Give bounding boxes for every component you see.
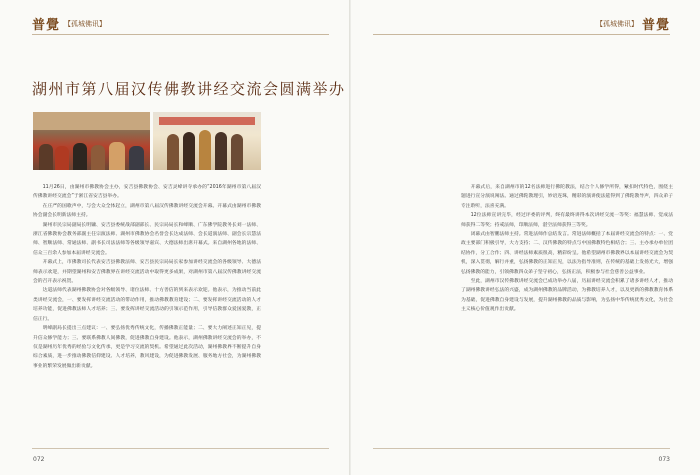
paragraph: 开幕式上，市佛教司长代表安吉县佛教法师、安吉县民宗局局长家参加讲经交流会的各级领导、大德法师表示欢迎，并期望湖州和安吉佛教界在讲经交流活动中取得更多成果，对湖州市第八届汉传佛教讲经交流会的召开表示祝贺。 bbox=[33, 260, 261, 285]
paragraph: 12位法师宣讲完毕，经过评委的评判，终有最终讲得本次讲经交流一等奖：福慧法师、觉成法师获得二等奖；持戒法师，印顺法师，湛空法师获得三等奖。 bbox=[461, 213, 673, 228]
photo-figure bbox=[91, 145, 105, 170]
left-body-text bbox=[33, 183, 261, 371]
paragraph: 11月26日，由湖州市佛教协会主办，安吉县佛教协会、安吉灵峰讲寺承办的“2016年湖州市第八届汉传佛教讲经交流会”于浙江省安吉县举办。 bbox=[33, 185, 261, 200]
photo-figure bbox=[199, 130, 211, 170]
footer-rule bbox=[373, 448, 670, 449]
photo-backdrop bbox=[33, 112, 150, 130]
paragraph: 至此，湖州市汉传佛教讲经交流会已成功举办八届，历届讲经交流会积累了诸多讲经人才，推动了湖州佛教讲经弘法的兴盛，成为湖州佛教的品牌活动，为佛教培养人才，以及更新的佛教教育体系为基础，促进佛教自身建设与发展，提升湖州佛教的品质与影响，为弘扬中华传统优秀文化，为社会主义核心价值观作出贡献。 bbox=[461, 279, 673, 313]
header-rule bbox=[373, 34, 670, 35]
photo-figure bbox=[39, 144, 53, 170]
paragraph: 在庄严的国歌声中，与会大众全体起立，湖州市第八届汉传佛教讲经交流会开幕。开幕式由湖州市佛教协会副会长明新法师主持。 bbox=[33, 203, 261, 219]
photo-figure bbox=[129, 146, 144, 170]
photo-figure bbox=[167, 134, 179, 170]
paragraph: 达道法师代表湖州佛教协会对各级领导、诸位法师、十方善信的到来表示欢迎。他表示，为推动当前此类讲经交流会，一、要发挥讲经交流活动的带动作用，推动佛教教育建设；二、要发挥讲经交流活动的人才培养功能，促进佛教法师人才培养；三、要发挥讲经交流活动的引领示范作用，引导信教群众爱国爱教，正信正行。 bbox=[33, 288, 261, 322]
photo-figure bbox=[109, 142, 125, 170]
photo-figure bbox=[55, 146, 69, 170]
left-page bbox=[0, 0, 349, 475]
section-tag: 【孤城佛讯】 bbox=[595, 19, 638, 28]
page-number: 073 bbox=[658, 456, 670, 463]
paragraph: 开幕式后，来自湖州市的12名法师进行佛陀教法，结合个人修学所得，紧扣时代特色，围绕主题进行宣分演说阐法。通过佛陀教理引，妙语连珠，精彩的演讲使法筵得到了佛陀教导声，四众弟子专注聆听，法喜充满。 bbox=[461, 185, 673, 209]
footer-rule bbox=[32, 448, 329, 449]
right-body-text bbox=[461, 183, 673, 315]
right-header bbox=[592, 14, 670, 33]
publication-logo: 普覺 bbox=[32, 18, 61, 33]
header-rule bbox=[32, 34, 329, 35]
paragraph: 湖州市民宗局副局长明镛、安吉县委统战部副部长、民宗局局长和峰顺、广东佛学院教务长刘一法师、浙江省佛教协会教务部副主任宗演法师、湖州市佛教协会名誉会长达成法师、会长道演法师、副会长宗慧法师、智顺法师、常通法师、副书长司法法师等各级领导嘉宾、大德法师出席开幕式。来自湖州各地的法师、信众三百余人参加本届讲经交流会。 bbox=[33, 222, 261, 256]
paragraph: 闭幕式由智鹏法师主持。常进法师作总结发言。常进法师概括了本届讲经交流会的特点：一、党政主要部门积极引导，大力支持；二、汉传佛教的特点与中国佛教特色相结合；三、主办承办单位团结协作，分工合作；四、讲经法师素质很高，精彩纷呈。他希望湖州市佛教界以本届讲经交流会为契机，深入贯彻，解行并重，弘扬佛教的正知正见，以法为指导准则，在传统的基础上发扬光大，增强弘扬佛教的能力，引领佛教四众弟子坚守初心，弘扬正法，积极参与社会慈善公益事业。 bbox=[461, 232, 673, 275]
section-tag: 【孤城佛讯】 bbox=[64, 19, 107, 28]
photo-figure bbox=[73, 143, 87, 170]
paragraph: 明峰副局长提出三点建议：一、要弘扬优秀传统文化，传播佛教正能量；二、要大力阐述正知正见，提升信众修学能力；三、要联系佛教人间佛教，促进佛教自身建设。他表示，湖州佛教讲经交流会的举办，不仅是湖州历年优秀的经验与文化传承，更是学习交流的契机。希望通过此次活动，湖州佛教界不断提升自身综合素质，进一步推动佛教信仰建设、人才培养，教风建设，为促进佛教发展、服务地方社会，为湖州佛教事业的繁荣发展做出新贡献。 bbox=[33, 326, 261, 369]
photo-figure bbox=[231, 134, 243, 170]
photo-figure bbox=[183, 132, 195, 170]
photo-figure bbox=[215, 132, 227, 170]
article-title: 湖州市第八届汉传佛教讲经交流会圆满举办 bbox=[32, 80, 346, 98]
right-page bbox=[351, 0, 700, 475]
page-number: 072 bbox=[33, 456, 45, 463]
photo-monks-group bbox=[153, 112, 261, 170]
photo-banner bbox=[159, 117, 255, 125]
photo-assembly-hall bbox=[33, 112, 150, 170]
left-header bbox=[32, 14, 110, 33]
publication-logo: 普覺 bbox=[641, 18, 670, 33]
